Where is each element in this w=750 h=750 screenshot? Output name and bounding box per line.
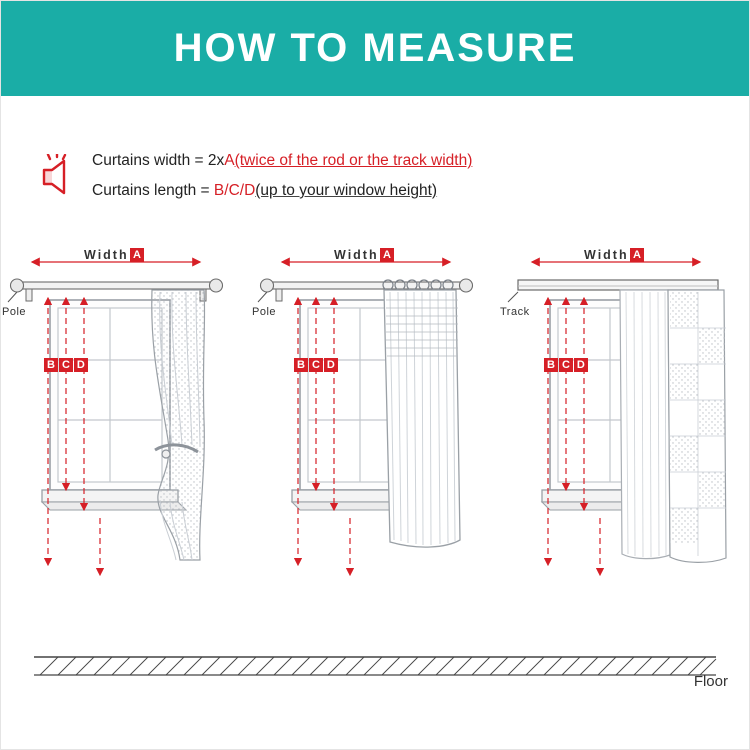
legend-text [92, 146, 552, 206]
floor-band [0, 645, 750, 705]
panel-3-graphic [500, 240, 750, 660]
height-tag-c-3: C [559, 358, 573, 372]
mount-label-1: Pole [2, 306, 27, 318]
diagram-panel-pole-rings [250, 240, 500, 660]
mount-label-3: Track [500, 306, 530, 318]
width-tag-3: A [630, 248, 644, 262]
diagram-row [0, 240, 750, 660]
legend-width-suffix: (twice of the rod or the track width) [234, 152, 473, 169]
legend-width-key: A [224, 152, 235, 169]
legend-line-length [92, 176, 552, 206]
legend-line-width [92, 146, 552, 176]
height-tag-b-1: B [44, 358, 58, 372]
width-label-3: Width [584, 248, 629, 262]
width-label-2: Width [334, 248, 379, 262]
page-title: HOW TO MEASURE [173, 25, 577, 70]
height-tag-d-2: D [324, 358, 338, 372]
floor-graphic [0, 645, 750, 705]
height-tags-2 [294, 358, 338, 372]
height-tag-c-2: C [309, 358, 323, 372]
legend-width-prefix: Curtains width = 2x [92, 152, 225, 169]
height-tag-b-2: B [294, 358, 308, 372]
mount-label-2: Pole [252, 306, 277, 318]
height-tags-3 [544, 358, 588, 372]
height-tag-b-3: B [544, 358, 558, 372]
legend-length-suffix: (up to your window height) [255, 182, 438, 199]
height-tag-c-1: C [59, 358, 73, 372]
page-header [0, 0, 750, 96]
diagram-panel-track [500, 240, 750, 660]
height-tag-d-3: D [574, 358, 588, 372]
height-tags-1 [44, 358, 88, 372]
legend-length-key: B/C/D [213, 182, 256, 199]
panel-1-graphic [0, 240, 250, 660]
megaphone-icon [30, 154, 82, 198]
width-tag-1: A [130, 248, 144, 262]
legend-length-prefix: Curtains length = [92, 182, 214, 199]
width-label-1: Width [84, 248, 129, 262]
floor-label: Floor [693, 673, 728, 690]
diagram-panel-pole-tieback [0, 240, 250, 660]
width-tag-2: A [380, 248, 394, 262]
height-tag-d-1: D [74, 358, 88, 372]
legend-block [30, 146, 550, 216]
panel-2-graphic [250, 240, 500, 660]
